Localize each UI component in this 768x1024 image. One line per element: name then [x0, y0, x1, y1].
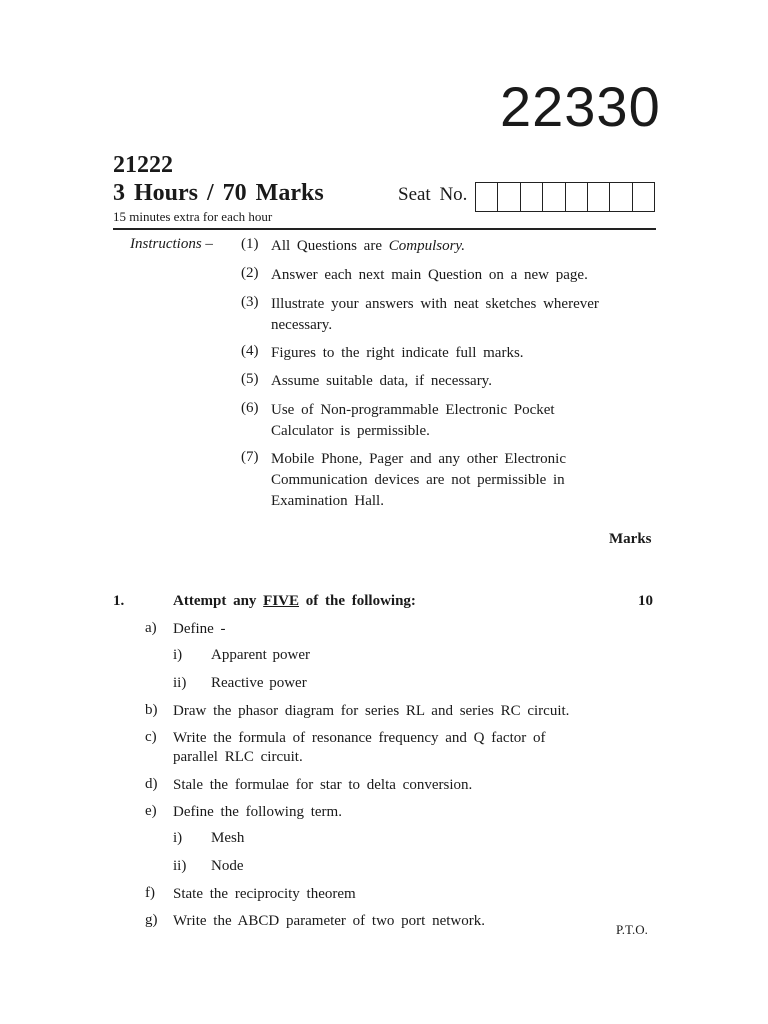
instruction-text: Illustrate your answers with neat sketches wherever necessary.	[271, 296, 599, 333]
instruction-number: (6)	[241, 400, 259, 416]
exam-code: 21222	[113, 152, 173, 178]
subpart-label: i)	[173, 647, 183, 663]
part-label: e)	[145, 803, 157, 819]
seat-number-label: Seat No.	[398, 184, 468, 205]
instruction-text: Figures to the right indicate full marks.	[271, 345, 524, 361]
seat-box[interactable]	[610, 183, 632, 211]
part-label: b)	[145, 702, 158, 718]
question-title: Attempt any FIVE of the following:	[173, 593, 416, 609]
seat-box[interactable]	[498, 183, 520, 211]
part-label: f)	[145, 885, 155, 901]
instruction-number: (2)	[241, 265, 259, 281]
instruction-text: Answer each next main Question on a new page.	[271, 267, 588, 283]
subpart-text: Node	[211, 858, 244, 874]
please-turn-over: P.T.O.	[616, 922, 648, 937]
marks-column-heading: Marks	[609, 531, 652, 547]
seat-box[interactable]	[521, 183, 543, 211]
header-divider	[113, 228, 656, 230]
seat-number-boxes[interactable]	[475, 182, 655, 212]
part-label: c)	[145, 729, 157, 745]
instruction-number: (4)	[241, 343, 259, 359]
instruction-number: (3)	[241, 294, 259, 310]
subpart-label: ii)	[173, 675, 187, 691]
part-text: Write the ABCD parameter of two port network.	[173, 913, 485, 929]
seat-box[interactable]	[633, 183, 654, 211]
part-label: g)	[145, 912, 158, 928]
subpart-label: i)	[173, 830, 183, 846]
subpart-text: Mesh	[211, 830, 245, 846]
seat-box[interactable]	[543, 183, 565, 211]
part-label: a)	[145, 620, 157, 636]
extra-time-note: 15 minutes extra for each hour	[113, 209, 273, 224]
seat-box[interactable]	[588, 183, 610, 211]
instruction-number: (7)	[241, 449, 259, 465]
part-label: d)	[145, 776, 158, 792]
instruction-number: (1)	[241, 236, 259, 252]
question-marks: 10	[638, 593, 653, 609]
part-text: State the reciprocity theorem	[173, 886, 356, 902]
instruction-text: Use of Non-programmable Electronic Pocket Calculator is permissible.	[271, 402, 555, 439]
subpart-text: Reactive power	[211, 675, 307, 691]
seat-box[interactable]	[476, 183, 498, 211]
subpart-label: ii)	[173, 858, 187, 874]
part-text: Define the following term.	[173, 804, 342, 820]
instruction-text: Assume suitable data, if necessary.	[271, 373, 492, 389]
instruction-text: All Questions are Compulsory.	[271, 238, 465, 254]
part-text: Write the formula of resonance frequency and Q factor of parallel RLC circuit.	[173, 730, 546, 765]
instruction-number: (5)	[241, 371, 259, 387]
duration-marks: 3 Hours / 70 Marks	[113, 180, 324, 206]
part-text: Define -	[173, 621, 226, 637]
paper-code: 22330	[500, 75, 661, 138]
question-number: 1.	[113, 593, 125, 609]
seat-box[interactable]	[566, 183, 588, 211]
instruction-text: Mobile Phone, Pager and any other Electronic Communication devices are not permissible in Examination Hall.	[271, 451, 567, 509]
instructions-label: Instructions –	[130, 236, 213, 252]
subpart-text: Apparent power	[211, 647, 311, 663]
part-text: Draw the phasor diagram for series RL and series RC circuit.	[173, 703, 570, 719]
part-text: Stale the formulae for star to delta conversion.	[173, 777, 473, 793]
